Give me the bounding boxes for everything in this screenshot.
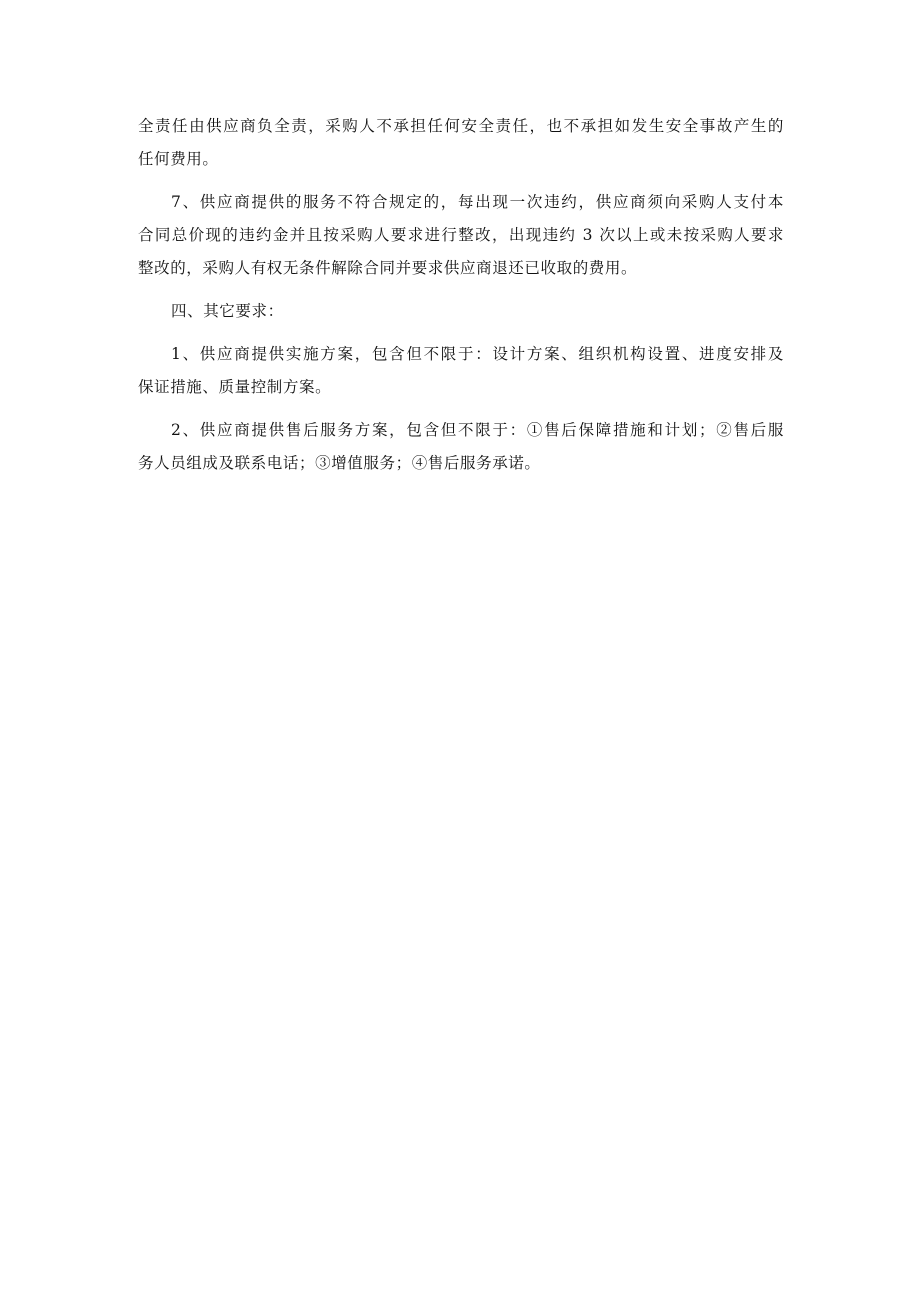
paragraph-requirement-1: [138, 338, 784, 404]
text-line: 四、其它要求：: [171, 302, 284, 320]
text-line: 务人员组成及联系电话；③增值服务；④售后服务承诺。: [138, 454, 541, 472]
document-body: [138, 110, 784, 490]
text-line: 2、供应商提供售后服务方案，包含但不限于：①售后保障措施和计划；②售后服: [171, 421, 784, 439]
paragraph-safety-responsibility: [138, 110, 784, 176]
paragraph-clause-7: [138, 186, 784, 285]
paragraph-requirement-2: [138, 414, 784, 480]
text-line: 整改的，采购人有权无条件解除合同并要求供应商退还已收取的费用。: [138, 259, 638, 277]
text-line: 合同总价现的违约金并且按采购人要求进行整改，出现违约 3 次以上或未按采购人要求: [138, 226, 784, 244]
text-line: 任何费用。: [138, 150, 219, 168]
text-line: 全责任由供应商负全责，采购人不承担任何安全责任，也不承担如发生安全事故产生的: [138, 117, 784, 135]
text-line: 7、供应商提供的服务不符合规定的，每出现一次违约，供应商须向采购人支付本: [171, 193, 784, 211]
text-line: 保证措施、质量控制方案。: [138, 378, 332, 396]
text-line: 1、供应商提供实施方案，包含但不限于：设计方案、组织机构设置、进度安排及: [171, 345, 784, 363]
section-heading-other-requirements: [138, 295, 784, 328]
